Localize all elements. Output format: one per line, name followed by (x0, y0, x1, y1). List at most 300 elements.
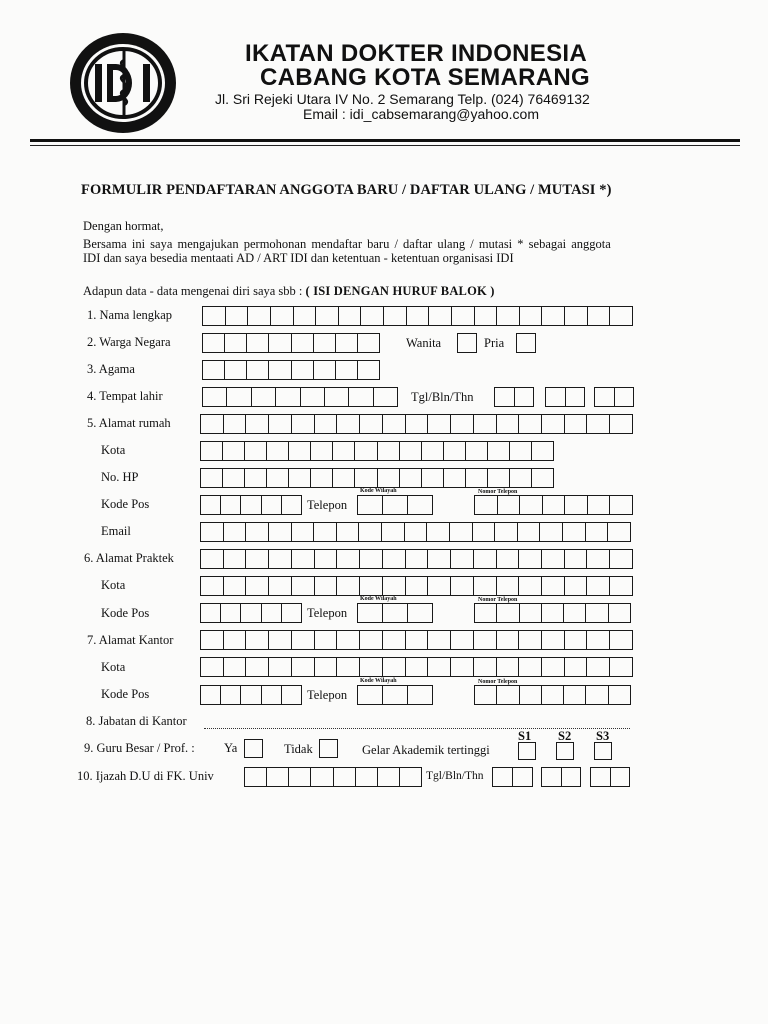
char-box[interactable] (497, 686, 519, 704)
char-box[interactable] (267, 442, 289, 460)
char-box[interactable] (532, 469, 553, 487)
char-box[interactable] (444, 442, 466, 460)
char-box[interactable] (382, 523, 405, 541)
char-box[interactable] (615, 388, 634, 406)
char-box[interactable] (358, 334, 379, 352)
char-box[interactable] (282, 686, 301, 704)
char-box[interactable] (406, 658, 429, 676)
char-box[interactable] (358, 496, 383, 514)
char-box[interactable] (586, 523, 609, 541)
organization-branch: CABANG KOTA SEMARANG (260, 64, 590, 91)
char-box[interactable] (519, 631, 542, 649)
char-box[interactable] (564, 686, 586, 704)
char-box[interactable] (565, 631, 588, 649)
char-box[interactable] (262, 604, 282, 622)
char-box[interactable] (333, 442, 355, 460)
char-box[interactable] (252, 388, 276, 406)
char-box[interactable] (587, 415, 610, 433)
char-box[interactable] (355, 469, 377, 487)
kode-pos-rumah-boxes[interactable] (200, 495, 302, 515)
char-box[interactable] (428, 550, 451, 568)
char-box[interactable] (337, 577, 360, 595)
char-box[interactable] (336, 361, 358, 379)
char-box[interactable] (201, 577, 224, 595)
char-box[interactable] (246, 523, 269, 541)
char-box[interactable] (311, 442, 333, 460)
char-box[interactable] (408, 604, 432, 622)
char-box[interactable] (337, 523, 360, 541)
char-box[interactable] (201, 604, 221, 622)
char-box[interactable] (400, 469, 422, 487)
char-box[interactable] (474, 658, 497, 676)
char-box[interactable] (289, 768, 311, 786)
header-rule-thin (30, 145, 740, 146)
char-box[interactable] (566, 388, 585, 406)
label-tidak: Tidak (284, 742, 313, 756)
char-box[interactable] (520, 307, 543, 325)
char-box[interactable] (542, 686, 564, 704)
char-box[interactable] (269, 658, 292, 676)
char-box[interactable] (247, 334, 269, 352)
alamat-kantor-boxes[interactable] (200, 630, 633, 650)
alamat-rumah-boxes[interactable] (200, 414, 633, 434)
char-box[interactable] (451, 415, 474, 433)
char-box[interactable] (565, 496, 588, 514)
kode-wilayah-rumah-boxes[interactable] (357, 495, 433, 515)
char-box[interactable] (201, 496, 221, 514)
char-box[interactable] (203, 361, 225, 379)
char-box[interactable] (406, 550, 429, 568)
char-box[interactable] (588, 496, 611, 514)
tgl-lahir-day-boxes[interactable] (494, 387, 534, 407)
char-box[interactable] (428, 415, 451, 433)
char-box[interactable] (262, 686, 282, 704)
char-box[interactable] (540, 523, 563, 541)
char-box[interactable] (475, 496, 498, 514)
char-box[interactable] (378, 442, 400, 460)
organization-email: Email : idi_cabsemarang@yahoo.com (303, 106, 539, 122)
char-box[interactable] (337, 415, 360, 433)
char-box[interactable] (201, 415, 224, 433)
char-box[interactable] (406, 577, 429, 595)
gelar-s3-checkbox[interactable] (594, 742, 612, 760)
char-box[interactable] (542, 631, 565, 649)
char-box[interactable] (337, 550, 360, 568)
char-box[interactable] (246, 577, 269, 595)
char-box[interactable] (532, 442, 553, 460)
char-box[interactable] (408, 686, 432, 704)
char-box[interactable] (429, 307, 452, 325)
char-box[interactable] (292, 658, 315, 676)
char-box[interactable] (248, 307, 271, 325)
char-box[interactable] (358, 604, 383, 622)
char-box[interactable] (292, 361, 314, 379)
char-box[interactable] (495, 523, 518, 541)
char-box[interactable] (245, 469, 267, 487)
char-box[interactable] (325, 388, 349, 406)
char-box[interactable] (383, 631, 406, 649)
char-box[interactable] (497, 631, 520, 649)
char-box[interactable] (334, 768, 356, 786)
char-box[interactable] (315, 550, 338, 568)
char-box[interactable] (221, 496, 241, 514)
char-box[interactable] (498, 496, 521, 514)
char-box[interactable] (269, 577, 292, 595)
char-box[interactable] (451, 550, 474, 568)
char-box[interactable] (292, 550, 315, 568)
nomor-telepon-kantor-boxes[interactable] (474, 685, 631, 705)
char-box[interactable] (565, 307, 588, 325)
char-box[interactable] (542, 604, 564, 622)
char-box[interactable] (595, 388, 615, 406)
char-box[interactable] (466, 469, 488, 487)
char-box[interactable] (542, 658, 565, 676)
gelar-s1-checkbox[interactable] (518, 742, 536, 760)
char-box[interactable] (201, 550, 224, 568)
char-box[interactable] (333, 469, 355, 487)
char-box[interactable] (520, 604, 542, 622)
char-box[interactable] (356, 768, 378, 786)
char-box[interactable] (360, 658, 383, 676)
char-box[interactable] (269, 523, 292, 541)
char-box[interactable] (488, 442, 510, 460)
char-box[interactable] (246, 658, 269, 676)
char-box[interactable] (203, 388, 227, 406)
char-box[interactable] (519, 550, 542, 568)
char-box[interactable] (269, 361, 291, 379)
char-box[interactable] (610, 307, 632, 325)
kode-wilayah-kantor-boxes[interactable] (357, 685, 433, 705)
char-box[interactable] (316, 307, 339, 325)
warga-negara-boxes[interactable] (202, 333, 380, 353)
char-box[interactable] (314, 361, 336, 379)
char-box[interactable] (314, 334, 336, 352)
char-box[interactable] (428, 631, 451, 649)
char-box[interactable] (513, 768, 532, 786)
char-box[interactable] (610, 415, 632, 433)
kota-praktek-boxes[interactable] (200, 576, 633, 596)
char-box[interactable] (289, 442, 311, 460)
label-alamat-praktek: 6. Alamat Praktek (84, 551, 174, 565)
char-box[interactable] (428, 577, 451, 595)
char-box[interactable] (201, 469, 223, 487)
label-alamat-kantor: 7. Alamat Kantor (87, 633, 174, 647)
tgl-ijazah-month-boxes[interactable] (541, 767, 581, 787)
char-box[interactable] (267, 469, 289, 487)
char-box[interactable] (610, 631, 632, 649)
char-box[interactable] (271, 307, 294, 325)
alamat-praktek-boxes[interactable] (200, 549, 633, 569)
guru-besar-ya-checkbox[interactable] (244, 739, 263, 758)
label-alamat-rumah: 5. Alamat rumah (87, 416, 171, 430)
char-box[interactable] (384, 307, 407, 325)
tempat-lahir-boxes[interactable] (202, 387, 398, 407)
char-box[interactable] (311, 768, 333, 786)
char-box[interactable] (497, 550, 520, 568)
char-box[interactable] (543, 496, 566, 514)
tgl-ijazah-year-boxes[interactable] (590, 767, 630, 787)
char-box[interactable] (586, 604, 608, 622)
char-box[interactable] (422, 442, 444, 460)
char-box[interactable] (358, 686, 383, 704)
char-box[interactable] (588, 307, 611, 325)
char-box[interactable] (546, 388, 566, 406)
char-box[interactable] (493, 768, 513, 786)
char-box[interactable] (225, 334, 247, 352)
char-box[interactable] (294, 307, 317, 325)
char-box[interactable] (565, 415, 588, 433)
char-box[interactable] (497, 577, 520, 595)
char-box[interactable] (466, 442, 488, 460)
char-box[interactable] (282, 496, 301, 514)
char-box[interactable] (562, 768, 581, 786)
char-box[interactable] (378, 469, 400, 487)
char-box[interactable] (201, 523, 224, 541)
char-box[interactable] (241, 604, 261, 622)
char-box[interactable] (269, 334, 291, 352)
char-box[interactable] (201, 686, 221, 704)
char-box[interactable] (360, 415, 383, 433)
char-box[interactable] (203, 334, 225, 352)
char-box[interactable] (246, 631, 269, 649)
char-box[interactable] (378, 768, 400, 786)
char-box[interactable] (241, 496, 261, 514)
char-box[interactable] (245, 442, 267, 460)
wanita-checkbox[interactable] (457, 333, 477, 353)
char-box[interactable] (383, 496, 408, 514)
char-box[interactable] (355, 442, 377, 460)
char-box[interactable] (587, 550, 610, 568)
char-box[interactable] (224, 415, 247, 433)
char-box[interactable] (311, 469, 333, 487)
char-box[interactable] (475, 686, 497, 704)
char-box[interactable] (282, 604, 301, 622)
char-box[interactable] (519, 577, 542, 595)
char-box[interactable] (292, 577, 315, 595)
char-box[interactable] (591, 768, 611, 786)
char-box[interactable] (408, 496, 432, 514)
char-box[interactable] (336, 334, 358, 352)
char-box[interactable] (246, 415, 269, 433)
char-box[interactable] (246, 550, 269, 568)
kota-kantor-boxes[interactable] (200, 657, 633, 677)
char-box[interactable] (488, 469, 510, 487)
char-box[interactable] (221, 604, 241, 622)
char-box[interactable] (542, 307, 565, 325)
kode-pos-kantor-boxes[interactable] (200, 685, 302, 705)
char-box[interactable] (289, 469, 311, 487)
char-box[interactable] (610, 577, 632, 595)
char-box[interactable] (203, 307, 226, 325)
char-box[interactable] (451, 631, 474, 649)
char-box[interactable] (245, 768, 267, 786)
email-boxes[interactable] (200, 522, 631, 542)
char-box[interactable] (451, 577, 474, 595)
char-box[interactable] (349, 388, 373, 406)
char-box[interactable] (383, 415, 406, 433)
gelar-s2-checkbox[interactable] (556, 742, 574, 760)
label-ijazah: 10. Ijazah D.U di FK. Univ (77, 769, 214, 783)
char-box[interactable] (587, 631, 610, 649)
char-box[interactable] (262, 496, 282, 514)
char-box[interactable] (201, 442, 223, 460)
char-box[interactable] (247, 361, 269, 379)
nomor-telepon-rumah-boxes[interactable] (474, 495, 633, 515)
char-box[interactable] (587, 658, 610, 676)
char-box[interactable] (608, 523, 630, 541)
char-box[interactable] (609, 604, 630, 622)
agama-boxes[interactable] (202, 360, 380, 380)
char-box[interactable] (611, 768, 630, 786)
char-box[interactable] (400, 768, 421, 786)
char-box[interactable] (475, 604, 497, 622)
char-box[interactable] (450, 523, 473, 541)
char-box[interactable] (519, 658, 542, 676)
char-box[interactable] (518, 523, 541, 541)
char-box[interactable] (241, 686, 261, 704)
char-box[interactable] (315, 658, 338, 676)
char-box[interactable] (542, 415, 565, 433)
char-box[interactable] (520, 686, 542, 704)
char-box[interactable] (444, 469, 466, 487)
char-box[interactable] (400, 442, 422, 460)
char-box[interactable] (292, 415, 315, 433)
char-box[interactable] (201, 631, 224, 649)
char-box[interactable] (497, 307, 520, 325)
char-box[interactable] (224, 550, 247, 568)
char-box[interactable] (610, 496, 632, 514)
char-box[interactable] (359, 523, 382, 541)
guru-besar-tidak-checkbox[interactable] (319, 739, 338, 758)
char-box[interactable] (337, 631, 360, 649)
char-box[interactable] (360, 550, 383, 568)
char-box[interactable] (565, 577, 588, 595)
char-box[interactable] (360, 631, 383, 649)
char-box[interactable] (609, 686, 630, 704)
char-box[interactable] (510, 469, 532, 487)
char-box[interactable] (520, 496, 543, 514)
tgl-lahir-month-boxes[interactable] (545, 387, 585, 407)
kota-rumah-boxes[interactable] (200, 441, 554, 461)
char-box[interactable] (374, 388, 397, 406)
char-box[interactable] (610, 550, 632, 568)
char-box[interactable] (564, 604, 586, 622)
tgl-ijazah-day-boxes[interactable] (492, 767, 533, 787)
char-box[interactable] (565, 658, 588, 676)
char-box[interactable] (422, 469, 444, 487)
char-box[interactable] (475, 307, 498, 325)
char-box[interactable] (292, 334, 314, 352)
char-box[interactable] (224, 523, 247, 541)
char-box[interactable] (542, 577, 565, 595)
char-box[interactable] (227, 388, 251, 406)
kode-pos-praktek-boxes[interactable] (200, 603, 302, 623)
char-box[interactable] (269, 631, 292, 649)
char-box[interactable] (201, 658, 224, 676)
nomor-telepon-praktek-boxes[interactable] (474, 603, 631, 623)
label-kode-pos-praktek: Kode Pos (101, 606, 150, 620)
char-box[interactable] (406, 631, 429, 649)
char-box[interactable] (497, 415, 520, 433)
char-box[interactable] (223, 469, 245, 487)
char-box[interactable] (358, 361, 379, 379)
char-box[interactable] (563, 523, 586, 541)
char-box[interactable] (292, 523, 315, 541)
char-box[interactable] (427, 523, 450, 541)
nama-lengkap-boxes[interactable] (202, 306, 633, 326)
char-box[interactable] (221, 686, 241, 704)
char-box[interactable] (451, 658, 474, 676)
char-box[interactable] (223, 442, 245, 460)
char-box[interactable] (542, 768, 562, 786)
char-box[interactable] (269, 415, 292, 433)
char-box[interactable] (315, 577, 338, 595)
label-tempat-lahir: 4. Tempat lahir (87, 389, 163, 403)
char-box[interactable] (497, 604, 519, 622)
char-box[interactable] (269, 550, 292, 568)
char-box[interactable] (474, 550, 497, 568)
char-box[interactable] (428, 658, 451, 676)
char-box[interactable] (315, 631, 338, 649)
no-hp-boxes[interactable] (200, 468, 554, 488)
char-box[interactable] (360, 577, 383, 595)
char-box[interactable] (497, 658, 520, 676)
char-box[interactable] (224, 577, 247, 595)
char-box[interactable] (383, 658, 406, 676)
char-box[interactable] (383, 686, 408, 704)
char-box[interactable] (406, 415, 429, 433)
char-box[interactable] (383, 604, 408, 622)
label-jabatan: 8. Jabatan di Kantor (86, 714, 187, 728)
char-box[interactable] (407, 307, 430, 325)
char-box[interactable] (473, 523, 496, 541)
char-box[interactable] (276, 388, 300, 406)
char-box[interactable] (383, 577, 406, 595)
char-box[interactable] (474, 631, 497, 649)
char-box[interactable] (339, 307, 362, 325)
char-box[interactable] (519, 415, 542, 433)
char-box[interactable] (586, 686, 608, 704)
kode-wilayah-praktek-boxes[interactable] (357, 603, 433, 623)
char-box[interactable] (510, 442, 532, 460)
char-box[interactable] (314, 523, 337, 541)
ijazah-univ-boxes[interactable] (244, 767, 422, 787)
char-box[interactable] (315, 415, 338, 433)
tgl-lahir-year-boxes[interactable] (594, 387, 634, 407)
char-box[interactable] (383, 550, 406, 568)
char-box[interactable] (405, 523, 428, 541)
char-box[interactable] (474, 415, 497, 433)
char-box[interactable] (226, 307, 249, 325)
char-box[interactable] (474, 577, 497, 595)
char-box[interactable] (292, 631, 315, 649)
char-box[interactable] (495, 388, 515, 406)
char-box[interactable] (587, 577, 610, 595)
char-box[interactable] (542, 550, 565, 568)
char-box[interactable] (361, 307, 384, 325)
char-box[interactable] (565, 550, 588, 568)
char-box[interactable] (452, 307, 475, 325)
char-box[interactable] (515, 388, 534, 406)
char-box[interactable] (301, 388, 325, 406)
char-box[interactable] (610, 658, 632, 676)
char-box[interactable] (224, 631, 247, 649)
pria-checkbox[interactable] (516, 333, 536, 353)
char-box[interactable] (337, 658, 360, 676)
char-box[interactable] (224, 658, 247, 676)
char-box[interactable] (267, 768, 289, 786)
char-box[interactable] (225, 361, 247, 379)
